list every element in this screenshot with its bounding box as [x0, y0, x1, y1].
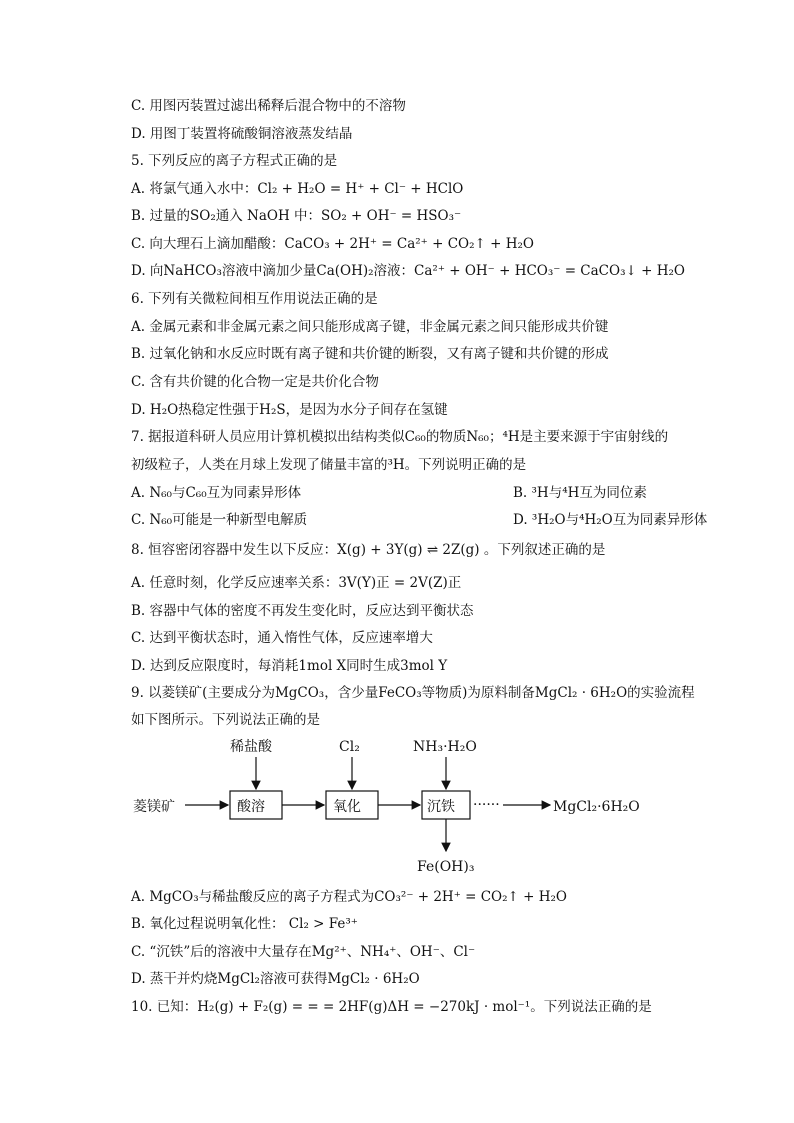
process-flow-diagram — [125, 735, 665, 880]
q7-option-b: B. ³H与⁴H互为同位素 — [513, 485, 647, 501]
flow-product: MgCl₂·6H₂O — [553, 799, 640, 815]
q9-option-a: A. MgCO₃与稀盐酸反应的离子方程式为CO₃²⁻ + 2H⁺ = CO₂↑ + H₂O — [131, 889, 567, 905]
q9-option-b: B. 氧化过程说明氧化性： Cl₂ > Fe³⁺ — [131, 916, 358, 932]
flow-step-acid: 酸溶 — [237, 799, 265, 815]
q7-option-d: D. ³H₂O与⁴H₂O互为同素异形体 — [513, 512, 708, 528]
q9-stem-cont: 如下图所示。下列说法正确的是 — [131, 712, 320, 728]
q8-stem: 8. 恒容密闭容器中发生以下反应：X(g) + 3Y(g) ⇌ 2Z(g) 。下列叙述正确的是 — [131, 542, 606, 558]
q7-options-row-1 — [131, 484, 647, 502]
q7-stem: 7. 据报道科研人员应用计算机模拟出结构类似C₆₀的物质N₆₀；⁴H是主要来源于宇宙射线的 — [131, 429, 669, 445]
q6-stem: 6. 下列有关微粒间相互作用说法正确的是 — [131, 291, 378, 307]
flow-step-oxidize: 氧化 — [333, 799, 361, 815]
q6-option-a: A. 金属元素和非金属元素之间只能形成离子键，非金属元素之间只能形成共价键 — [131, 319, 609, 335]
q10-stem: 10. 已知：H₂(g) + F₂(g) = = = 2HF(g)ΔH = −270kJ · mol⁻¹。下列说法正确的是 — [131, 999, 652, 1015]
q8-option-d: D. 达到反应限度时，每消耗1mol X同时生成3mol Y — [131, 658, 448, 674]
q8-option-b: B. 容器中气体的密度不再发生变化时，反应达到平衡状态 — [131, 603, 474, 619]
q7-option-c: C. N₆₀可能是一种新型电解质 — [131, 512, 308, 528]
q4-option-c: C. 用图丙装置过滤出稀释后混合物中的不溶物 — [131, 98, 406, 114]
q9-stem: 9. 以菱镁矿(主要成分为MgCO₃，含少量FeCO₃等物质)为原料制备MgCl₂ · 6H₂O的实验流程 — [131, 685, 695, 701]
q9-option-c: C. “沉铁”后的溶液中大量存在Mg²⁺、NH₄⁺、OH⁻、Cl⁻ — [131, 944, 476, 960]
q7-options-row-2 — [131, 511, 708, 529]
q9-option-d: D. 蒸干并灼烧MgCl₂溶液可获得MgCl₂ · 6H₂O — [131, 971, 420, 987]
q5-option-b: B. 过量的SO₂通入 NaOH 中：SO₂ + OH⁻ = HSO₃⁻ — [131, 208, 462, 224]
q8-option-a: A. 任意时刻，化学反应速率关系：3V(Y)正 = 2V(Z)正 — [131, 575, 462, 591]
flow-step-iron: 沉铁 — [427, 799, 455, 815]
q5-option-d: D. 向NaHCO₃溶液中滴加少量Ca(OH)₂溶液：Ca²⁺ + OH⁻ + HCO₃⁻ = CaCO₃↓ + H₂O — [131, 263, 685, 279]
q5-stem: 5. 下列反应的离子方程式正确的是 — [131, 153, 338, 169]
q7-option-a: A. N₆₀与C₆₀互为同素异形体 — [131, 485, 302, 501]
q7-stem-cont: 初级粒子，人类在月球上发现了储量丰富的³H。下列说明正确的是 — [131, 457, 527, 473]
q4-option-d: D. 用图丁装置将硫酸铜溶液蒸发结晶 — [131, 126, 353, 142]
flow-reagent-ammonia: NH₃·H₂O — [413, 739, 477, 755]
q6-option-c: C. 含有共价键的化合物一定是共价化合物 — [131, 374, 379, 390]
flow-dots: ······ — [473, 797, 500, 813]
flow-byproduct: Fe(OH)₃ — [417, 859, 475, 875]
q6-option-b: B. 过氧化钠和水反应时既有离子键和共价键的断裂，又有离子键和共价键的形成 — [131, 346, 609, 362]
q6-option-d: D. H₂O热稳定性强于H₂S，是因为水分子间存在氢键 — [131, 402, 448, 418]
flow-reagent-cl2: Cl₂ — [339, 739, 360, 755]
q8-option-c: C. 达到平衡状态时，通入惰性气体，反应速率增大 — [131, 630, 433, 646]
flow-start-label: 菱镁矿 — [133, 799, 175, 815]
flow-reagent-hcl: 稀盐酸 — [230, 739, 272, 755]
q5-option-a: A. 将氯气通入水中：Cl₂ + H₂O = H⁺ + Cl⁻ + HClO — [131, 181, 464, 197]
q5-option-c: C. 向大理石上滴加醋酸：CaCO₃ + 2H⁺ = Ca²⁺ + CO₂↑ + H₂O — [131, 236, 534, 252]
